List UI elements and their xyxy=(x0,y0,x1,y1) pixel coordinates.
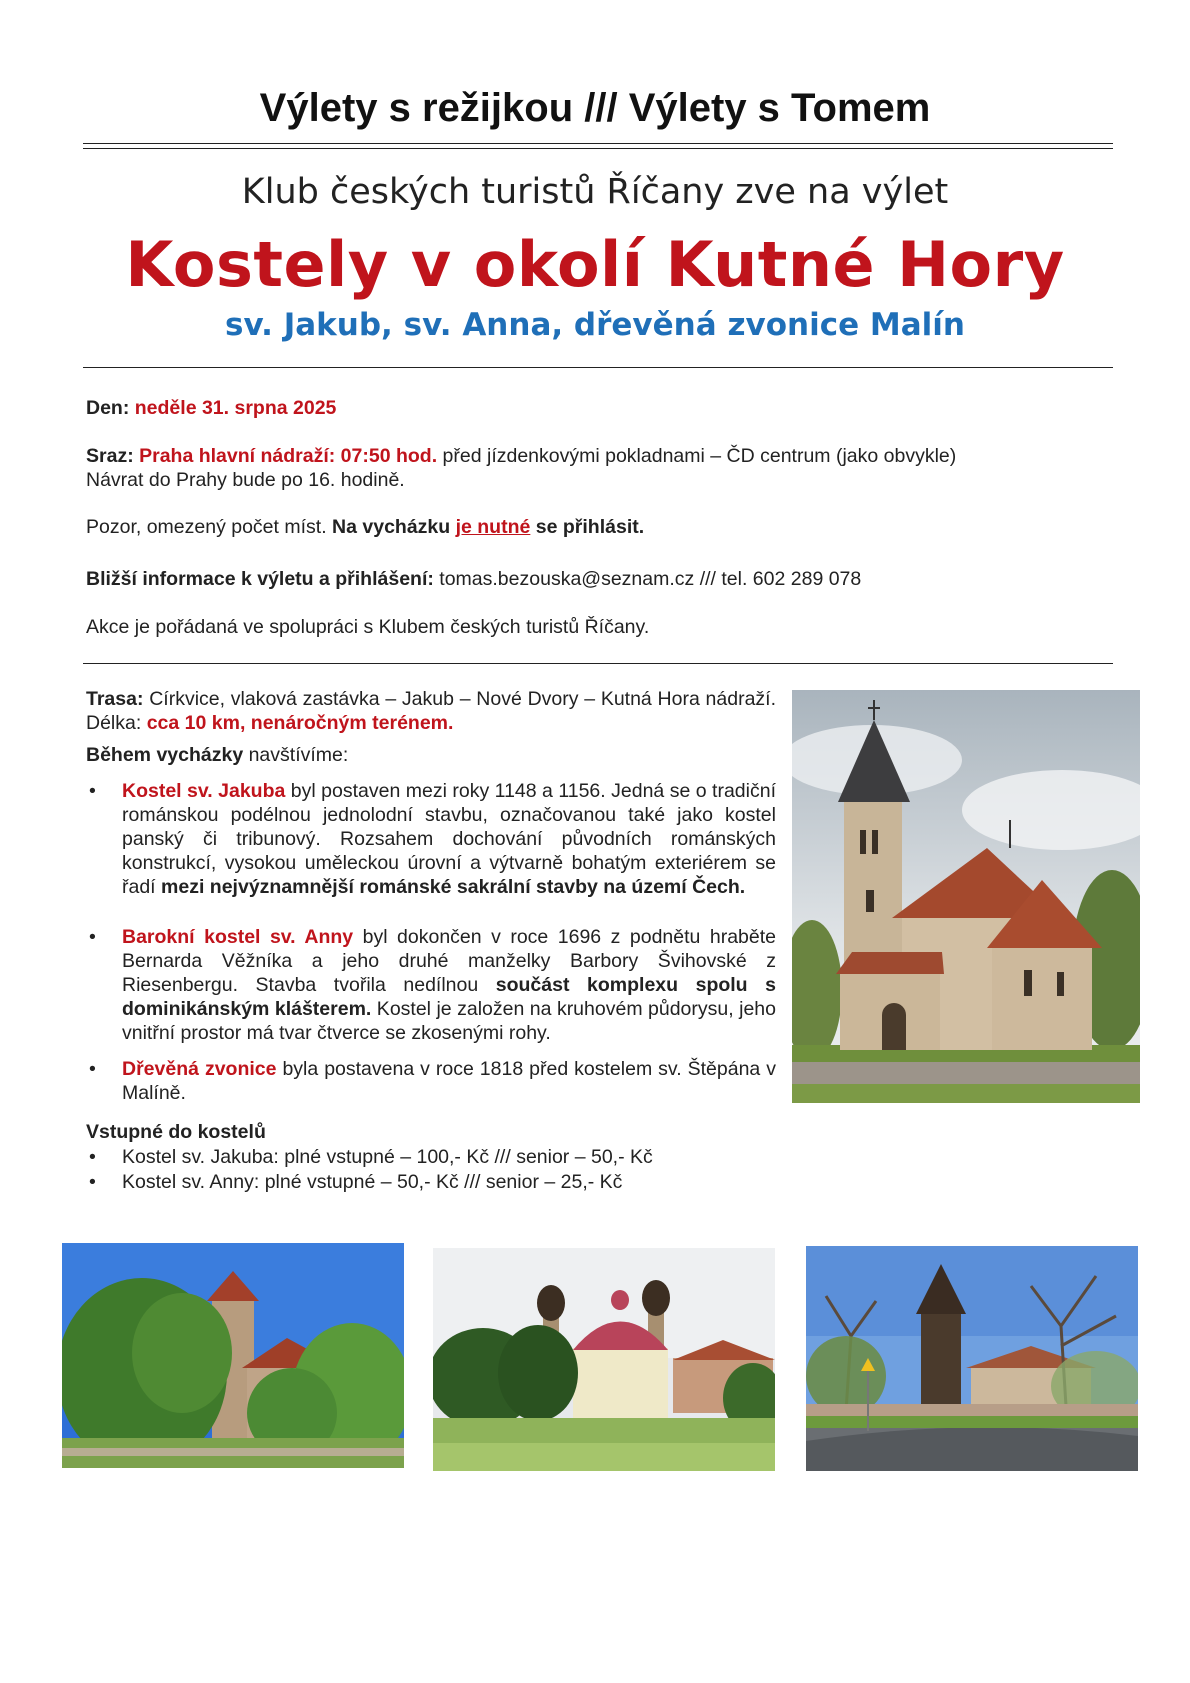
item-text: byl postaven mezi roky 1148 a 1156. Jedná se o tradiční románskou podélnou jednolodní stavbu, označovanou také jako kostel panský či tribunový. Rozsahem dochování původních románských konstrukcí, vysokou uměleckou úrovní a výtvarně bohatým exteriérem se řadí xyxy=(122,780,776,898)
meeting-value: Praha hlavní nádraží: 07:50 hod. xyxy=(139,445,438,467)
item-text: byla postavena v roce 1818 před kostelem sv. Štěpána v Malíně. xyxy=(122,1058,776,1104)
warning-bold: Na vycházku xyxy=(332,516,456,538)
divider-top xyxy=(83,367,1113,368)
warning-bold-end: se přihlásit. xyxy=(530,516,645,538)
date-label: Den: xyxy=(86,397,130,419)
item-name: Dřevěná zvonice xyxy=(122,1058,277,1080)
meeting-block xyxy=(86,444,1086,492)
meeting-label: Sraz: xyxy=(86,445,134,467)
list-item: • Kostel sv. Jakuba: plné vstupné – 100,- Kč /// senior – 50,- Kč xyxy=(86,1145,786,1170)
item-text-end: Kostel je založen na kruhovém půdorysu, jeho vnitřní prostor má tvar čtverce se zkosenými rohy. xyxy=(122,998,776,1044)
item-name: Barokní kostel sv. Anny xyxy=(122,926,354,948)
visit-intro xyxy=(86,743,776,767)
item-bold: mezi nejvýznamnější románské sakrální stavby na území Čech. xyxy=(161,876,746,898)
entry-fees xyxy=(86,1120,786,1195)
route-text: Církvice, vlaková zastávka – Jakub – Nové Dvory – Kutná Hora nádraží. Délka: xyxy=(86,688,776,734)
return-line: Návrat do Prahy bude po 16. hodině. xyxy=(86,469,405,491)
series-title: Výlety s režijkou /// Výlety s Tomem xyxy=(259,86,931,130)
photo-wooden-belfry xyxy=(806,1246,1138,1471)
club-invitation: Klub českých turistů Říčany zve na výlet xyxy=(241,172,949,212)
list-item: • Kostel sv. Anny: plné vstupné – 50,- Kč /// senior – 25,- Kč xyxy=(86,1170,786,1195)
visit-bold: Během vycházky xyxy=(86,744,244,766)
date-value: neděle 31. srpna 2025 xyxy=(134,397,337,419)
meeting-place: před jízdenkovými pokladnami – ČD centrum (jako obvykle) xyxy=(437,445,957,467)
cooperation-line: Akce je pořádaná ve spolupráci s Klubem českých turistů Říčany. xyxy=(86,616,650,638)
item-bold: součást komplexu spolu s dominikánským klášterem. xyxy=(122,974,776,1020)
item-text: byl dokončen v roce 1696 z podnětu hraběte Bernarda Věžníka a jeho druhé manželky Barbory Švihovské z Riesenbergu. Stavba tvořila nedílnou xyxy=(122,926,776,996)
route-length: cca 10 km, nenáročným terénem. xyxy=(146,712,454,734)
double-divider xyxy=(83,143,1113,149)
contact-value: tomas.bezouska@seznam.cz /// tel. 602 289 078 xyxy=(433,568,862,590)
subtitle: sv. Jakub, sv. Anna, dřevěná zvonice Malín xyxy=(225,307,965,343)
list-item xyxy=(86,925,776,1045)
warning-line xyxy=(86,515,1086,539)
photo-st-anne-church xyxy=(433,1248,775,1471)
divider-middle xyxy=(83,663,1113,664)
list-item xyxy=(86,1057,776,1105)
route-section xyxy=(86,687,776,1105)
route-paragraph xyxy=(86,687,776,735)
contact-line xyxy=(86,567,1086,591)
list-item xyxy=(86,779,776,899)
visit-rest: navštívíme: xyxy=(243,744,349,766)
date-line xyxy=(86,396,1086,420)
main-title: Kostely v okolí Kutné Hory xyxy=(125,228,1065,301)
warning-required: je nutné xyxy=(455,516,531,538)
photo-church-st-james xyxy=(792,690,1140,1103)
route-label: Trasa: xyxy=(86,688,144,710)
warning-text: Pozor, omezený počet míst. xyxy=(86,516,333,538)
contact-label: Bližší informace k výletu a přihlášení: xyxy=(86,568,434,590)
item-name: Kostel sv. Jakuba xyxy=(122,780,286,802)
photo-st-james-trees xyxy=(62,1243,404,1468)
entry-heading: Vstupné do kostelů xyxy=(86,1121,266,1143)
